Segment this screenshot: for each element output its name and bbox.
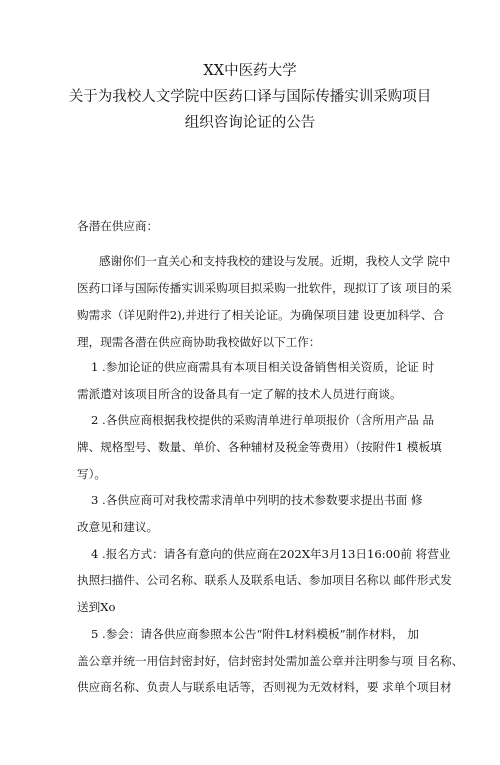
doc-line: 感谢你们一直关心和支持我校的建设与发展。近期，我校人文学 院中 xyxy=(99,254,451,268)
doc-line: 牌、规格型号、数量、单价、各种辅材及税金等费用）（按附件1 模板填 xyxy=(77,440,442,454)
document-page xyxy=(0,58,500,765)
doc-title-line-3: 组织咨询论证的公告 xyxy=(184,115,316,131)
doc-salutation: 各潜在供应商： xyxy=(77,219,159,233)
doc-title-line-2: 关于为我校人文学院中医药口译与国际传播实训采购项目 xyxy=(68,89,432,105)
doc-line: 改意见和建议。 xyxy=(77,520,159,534)
doc-line: 执照扫描件、公司名称、联系人及联系电话、参加项目名称以 邮件形式发 xyxy=(77,573,452,587)
doc-line: 供应商名称、负责人与联系电话等，否则视为无效材料，要 求单个项目材 xyxy=(77,680,452,694)
doc-line: 3 .各供应商可对我校需求清单中列明的技术参数要求提出书面 修 xyxy=(91,493,423,507)
doc-line: 盖公章并统一用信封密封好，信封密封处需加盖公章并注明参与项 目名称、 xyxy=(77,654,464,668)
doc-line: 送到Xo xyxy=(77,600,116,614)
doc-line: 2 .各供应商根据我校提供的采购清单进行单项报价（含所用产品 品 xyxy=(91,413,435,427)
doc-line: 购需求（详见附件2),并进行了相关论证。为确保项目建 设更加科学、合 xyxy=(77,308,445,322)
doc-line: 4 .报名方式：请各有意向的供应商在202X年3月13日16:00前 将营业 xyxy=(91,547,451,561)
doc-line: 5 .参会：请各供应商参照本公告“附件L材料模板”制作材料， 加 xyxy=(91,627,419,641)
doc-line: 1 .参加论证的供应商需具有本项目相关设备销售相关资质，论证 时 xyxy=(91,360,435,374)
doc-line: 需派遣对该项目所含的设备具有一定了解的技术人员进行商谈。 xyxy=(77,387,402,401)
doc-title-line-1: XX中医药大学 xyxy=(203,63,297,79)
doc-line: 理，现需各潜在供应商协助我校做好以下工作： xyxy=(77,335,321,349)
doc-line: 医药口译与国际传播实训采购项目拟采购一批软件，现拟订了该 项目的采 xyxy=(77,281,452,295)
doc-line: 写）。 xyxy=(77,467,106,481)
